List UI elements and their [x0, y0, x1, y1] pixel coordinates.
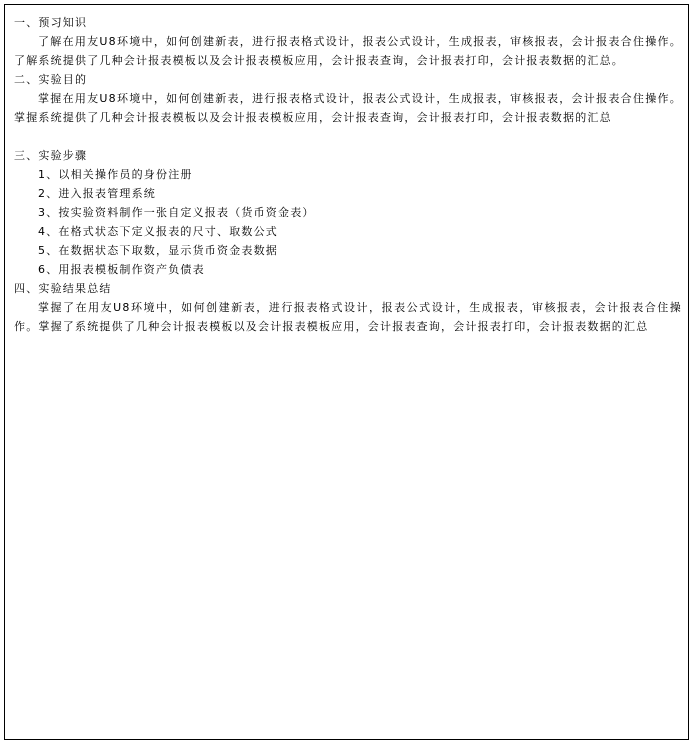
section-heading-preview: 一、预习知识 [14, 16, 88, 29]
step-item: 3、按实验资料制作一张自定义报表（货币资金表） [38, 206, 315, 219]
step-item: 5、在数据状态下取数，显示货币资金表数据 [38, 244, 278, 257]
section-body-summary: 掌握了在用友U8环境中，如何创建新表，进行报表格式设计，报表公式设计，生成报表，审核报表，会计报表合住操作。掌握了系统提供了几种会计报表模板以及会计报表模板应用，会计报表查询，会计报表打印，会计报表数据的汇总 [14, 301, 682, 333]
step-item: 4、在格式状态下定义报表的尺寸、取数公式 [38, 225, 278, 238]
step-item: 6、用报表模板制作资产负债表 [38, 263, 205, 276]
section-heading-steps: 三、实验步骤 [14, 149, 88, 162]
steps-list [14, 165, 682, 279]
blank-line [14, 127, 682, 146]
document-frame [4, 4, 689, 740]
section-heading-purpose: 二、实验目的 [14, 73, 88, 86]
section-heading-summary: 四、实验结果总结 [14, 282, 112, 295]
document-content [14, 13, 682, 336]
section-body-purpose: 掌握在用友U8环境中，如何创建新表，进行报表格式设计，报表公式设计，生成报表，审核报表，会计报表合住操作。掌握系统提供了几种会计报表模板以及会计报表模板应用，会计报表查询，会计报表打印，会计报表数据的汇总 [14, 92, 682, 124]
step-item: 1、以相关操作员的身份注册 [38, 168, 193, 181]
step-item: 2、进入报表管理系统 [38, 187, 156, 200]
section-body-preview: 了解在用友U8环境中，如何创建新表，进行报表格式设计，报表公式设计，生成报表，审核报表，会计报表合住操作。了解系统提供了几种会计报表模板以及会计报表模板应用，会计报表查询，会计报表打印，会计报表数据的汇总。 [14, 35, 682, 67]
